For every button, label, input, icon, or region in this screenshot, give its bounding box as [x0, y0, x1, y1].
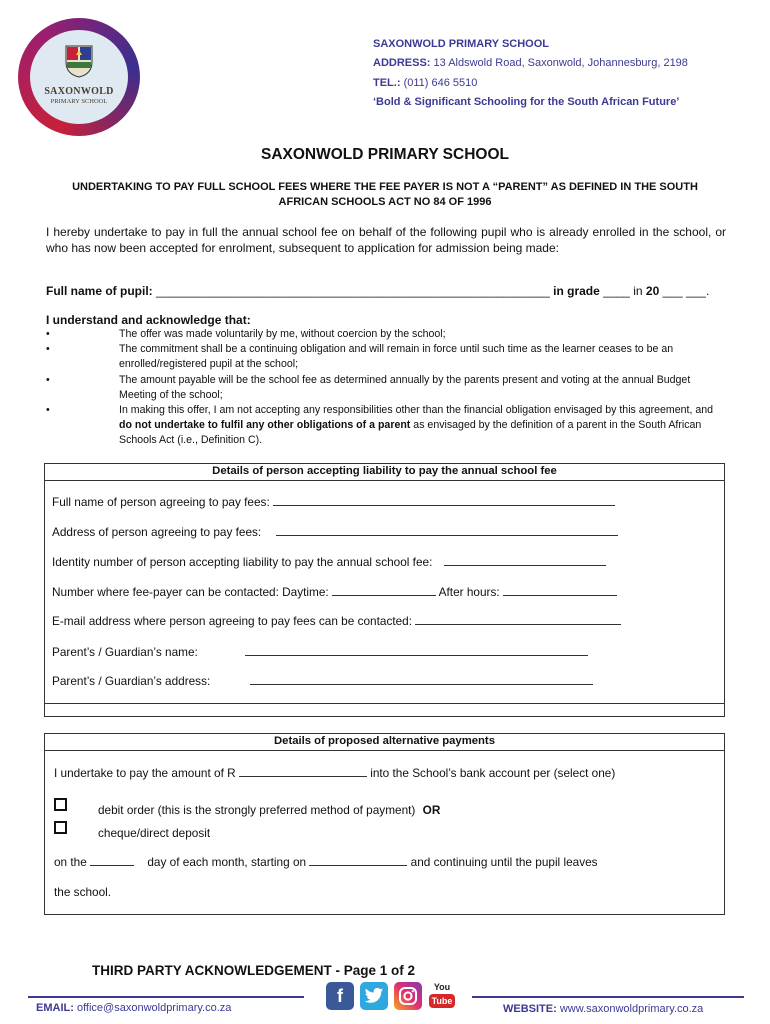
cheque-label: cheque/direct deposit: [98, 826, 211, 840]
website-value[interactable]: www.saxonwoldprimary.co.za: [559, 1003, 704, 1015]
the-school-label: the school.: [54, 885, 112, 899]
year-prefix: 20: [645, 284, 660, 298]
bullet-dot: •: [46, 328, 50, 340]
footer-title: THIRD PARTY ACKNOWLEDGEMENT - Page 1 of 2: [92, 963, 416, 978]
debit-order-checkbox[interactable]: [54, 798, 67, 811]
logo-subtitle: PRIMARY SCHOOL: [50, 98, 108, 105]
liability-heading: Details of person accepting liability to pay the annual school fee: [44, 463, 725, 481]
start-date-field[interactable]: [309, 855, 407, 866]
pupil-line: [46, 284, 709, 298]
email-value[interactable]: office@saxonwoldprimary.co.za: [76, 1002, 232, 1014]
full-name-field[interactable]: [273, 495, 615, 506]
payments-box: [44, 733, 725, 915]
full-name-label: Full name of person agreeing to pay fees:: [52, 495, 270, 509]
in-label: in: [633, 284, 643, 298]
youtube-icon[interactable]: [429, 982, 455, 1010]
list-item-text: The offer was made voluntarily by me, without coercion by the school;: [119, 328, 446, 340]
acknowledge-heading: I understand and acknowledge that:: [46, 313, 251, 327]
header-school-name: SAXONWOLD PRIMARY SCHOOL: [373, 38, 550, 50]
address-label: Address of person agreeing to pay fees:: [52, 525, 262, 539]
full-name-row: [52, 495, 615, 509]
guardian-name-label: Parent’s / Guardian’s name:: [52, 645, 198, 659]
on-the-label: on the: [54, 855, 87, 869]
address-field[interactable]: [276, 525, 618, 536]
day-of-label: day of each month, starting on: [147, 855, 307, 869]
daytime-label: Number where fee-payer can be contacted: Daytime:: [52, 585, 329, 599]
address-row: [52, 525, 618, 539]
undertake-label: I undertake to pay the amount of R: [54, 766, 236, 780]
list-item: [46, 327, 726, 342]
list-item: [46, 403, 726, 449]
footer-divider-right: [472, 996, 744, 998]
amount-row: [54, 766, 615, 780]
pupil-label: Full name of pupil:: [46, 284, 153, 298]
acknowledge-list: [46, 327, 726, 449]
divider: [44, 703, 725, 704]
crest-icon: [64, 44, 94, 78]
instagram-icon[interactable]: [394, 982, 422, 1010]
email-label: EMAIL:: [36, 1002, 74, 1014]
youtube-tube-text: Tube: [429, 994, 455, 1008]
list-item: [46, 342, 726, 372]
email-label: E-mail address where person agreeing to pay fees can be contacted:: [52, 614, 413, 628]
payments-heading: Details of proposed alternative payments: [44, 733, 725, 751]
twitter-icon[interactable]: [360, 982, 388, 1010]
header-motto: ‘Bold & Significant Schooling for the South African Future’: [373, 96, 680, 108]
website-label: WEBSITE:: [503, 1003, 557, 1015]
after-hours-field[interactable]: [503, 585, 617, 596]
youtube-you-text: You: [433, 982, 451, 992]
amount-field[interactable]: [239, 766, 367, 777]
grade-label: in grade: [553, 284, 600, 298]
tel-label: TEL.:: [373, 77, 401, 89]
header-address: [373, 57, 688, 69]
address-value: 13 Aldswold Road, Saxonwold, Johannesburg, 2198: [433, 57, 688, 69]
footer-website: [503, 1003, 703, 1015]
email-row: [52, 614, 621, 628]
footer-email: [36, 1002, 231, 1014]
list-item-text: The amount payable will be the school fee as determined annually by the parents present and voting at the annual Budget Meeting of the school;: [119, 373, 691, 401]
guardian-address-label: Parent’s / Guardian’s address:: [52, 674, 211, 688]
pupil-name-blank[interactable]: ___________________________________________________________: [156, 284, 550, 298]
daytime-field[interactable]: [332, 585, 436, 596]
schedule-row: [54, 855, 598, 869]
year-blank[interactable]: ___ ___.: [662, 284, 710, 298]
undertake-suffix: into the School’s bank account per (select one): [370, 766, 616, 780]
or-label: OR: [422, 803, 441, 817]
list-item-text: as envisaged by the definition of a parent in the South African Schools Act (i.e., Definition C).: [119, 419, 702, 447]
bullet-dot: •: [46, 343, 50, 356]
identity-field[interactable]: [444, 555, 606, 566]
cheque-checkbox[interactable]: [54, 821, 67, 834]
logo-name: SAXONWOLD: [44, 86, 114, 97]
tel-value: (011) 646 5510: [403, 77, 478, 89]
guardian-address-row: [52, 674, 593, 688]
list-item-emphasis: do not undertake to fulfil any other obligations of a parent: [119, 419, 411, 432]
guardian-address-field[interactable]: [250, 674, 593, 685]
contact-row: [52, 585, 617, 599]
identity-row: [52, 555, 606, 569]
footer-divider-left: [28, 996, 304, 998]
header-tel: [373, 77, 477, 89]
after-hours-label: After hours:: [438, 585, 500, 599]
continuing-label: and continuing until the pupil leaves: [410, 855, 598, 869]
bullet-dot: •: [46, 404, 50, 417]
debit-order-label: debit order (this is the strongly preferred method of payment): [98, 803, 416, 817]
intro-paragraph: I hereby undertake to pay in full the annual school fee on behalf of the following pupil who is already enrolled in the school, or who has now been accepted for enrolment, subsequent to application for admission being made:: [46, 225, 726, 255]
identity-label: Identity number of person accepting liability to pay the annual school fee:: [52, 555, 433, 569]
list-item-text: The commitment shall be a continuing obligation and will remain in force until such time as the learner ceases to be an enrolled/registered pupil at the school;: [119, 343, 674, 371]
grade-blank[interactable]: ____: [603, 284, 630, 298]
day-field[interactable]: [90, 855, 134, 866]
page-title: SAXONWOLD PRIMARY SCHOOL: [260, 146, 509, 163]
address-label: ADDRESS:: [373, 57, 431, 69]
guardian-name-row: [52, 645, 588, 659]
page-subtitle: UNDERTAKING TO PAY FULL SCHOOL FEES WHERE THE FEE PAYER IS NOT A “PARENT” AS DEFINED IN THE SOUTH AFRICAN SCHOOLS ACT NO 84 OF 1996: [72, 181, 698, 208]
bullet-dot: •: [46, 373, 50, 386]
debit-order-row: [98, 803, 440, 817]
list-item: [46, 373, 726, 403]
email-field[interactable]: [415, 614, 621, 625]
list-item-text: In making this offer, I am not accepting any responsibilities other than the financial obligation envisaged by this agreement, and: [119, 404, 714, 417]
facebook-icon[interactable]: f: [326, 982, 354, 1010]
guardian-name-field[interactable]: [245, 645, 588, 656]
